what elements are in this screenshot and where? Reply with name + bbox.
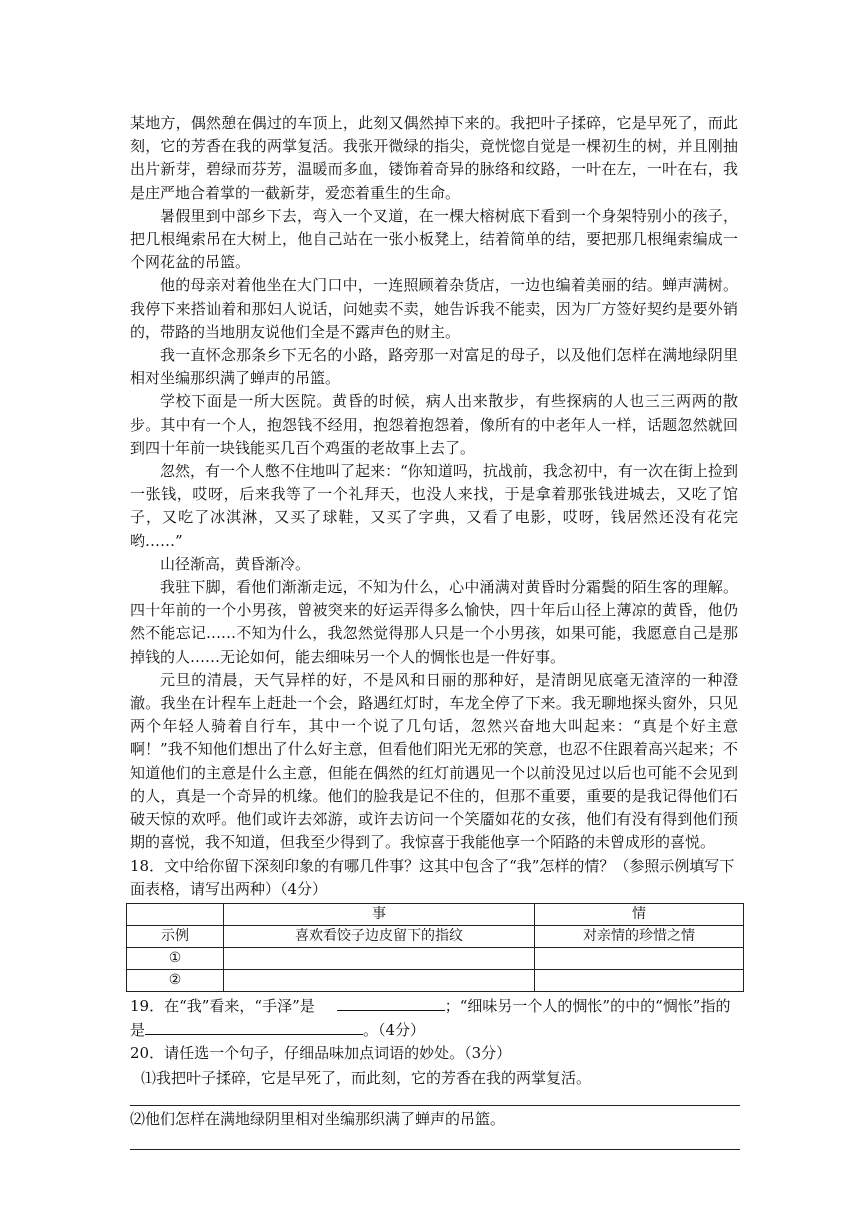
table-header-cell: 情 [535,903,744,925]
question-18: 18．文中给你留下深刻印象的有哪几件事？这其中包含了“我”怎样的情？（参照示例填写下面表格，请写出两种）（4分） [130,856,735,898]
table-row [127,925,744,947]
q19-part1: 19．在“我”看来，“手泽”是 [130,996,315,1015]
passage-paragraph-7: 山径渐高，黄昏渐冷。 [160,554,311,573]
table-row[interactable] [127,947,744,969]
table-cell: 示例 [127,925,224,947]
table-cell: 对亲情的珍惜之情 [535,925,744,947]
table-cell: 喜欢看饺子边皮留下的指纹 [224,925,535,947]
sentence-1: ⑴我把叶子揉碎，它是早死了，而此刻，它的芳香在我的两掌复活。 [141,1068,592,1087]
exam-page [130,112,738,1150]
table-header-cell: 事 [224,903,535,925]
table-row[interactable] [127,969,744,991]
passage-paragraph-5: 学校下面是一所大医院。黄昏的时候，病人出来散步，有些探病的人也三三两两的散步。其中有一个人，抱怨钱不经用，抱怨着抱怨着，像所有的中老年人一样，话题忽然就回到四十年前一块钱能买几百个鸡蛋的老故事上去了。 [130,392,738,457]
answer-cell[interactable] [224,969,535,991]
passage-paragraph-4: 我一直怀念那条乡下无名的小路，路旁那一对富足的母子，以及他们怎样在满地绿阴里相对坐编那织满了蝉声的吊篮。 [130,346,738,388]
table-header-row [127,903,744,925]
table-header-cell [127,903,224,925]
table-cell: ② [127,969,224,991]
passage-paragraph-2: 暑假里到中部乡下去，弯入一个叉道，在一棵大榕树底下看到一个身架特别小的孩子，把几根绳索吊在大树上，他自己站在一张小板凳上，结着简单的结，要把那几根绳索编成一个网花盆的吊篮。 [130,206,738,272]
passage-paragraph-3: 他的母亲对着他坐在大门口中，一连照顾着杂货店，一边也编着美丽的结。蝉声满树。我停下来搭讪着和那妇人说话，问她卖不卖，她告诉我不能卖，因为厂方签好契约是要外销的，带路的当地朋友说他们全是不露声色的财主。 [130,276,738,341]
passage-paragraph-1: 某地方，偶然憩在偶过的车顶上，此刻又偶然掉下来的。我把叶子揉碎，它是早死了，而此刻，它的芳香在我的两掌复活。我张开微绿的指尖，竟恍惚自觉是一棵初生的树，并且刚抽出片新芽，碧绿而芬芳，温暖而多血，镂饰着奇异的脉络和纹路，一叶在左，一叶在右，我是庄严地合着掌的一截新芽，爱恋着重生的生命。 [130,114,738,202]
question-19 [130,994,738,1042]
sentence-2: ⑵他们怎样在满地绿阴里相对坐编那织满了蝉声的吊篮。 [130,1109,506,1128]
passage-paragraph-8: 我驻下脚，看他们渐渐走远，不知为什么，心中涌满对黄昏时分霜鬓的陌生客的理解。四十年前的一个小男孩，曾被突来的好运弄得多么愉快，四十年后山径上薄凉的黄昏，他仍然不能忘记……不知为什么，我忽然觉得那人只是一个小男孩，如果可能，我愿意自己是那掉钱的人……无论如何，能去细味另一个人的惆怅也是一件好事。 [130,578,738,666]
passage-paragraph-9: 元旦的清晨，天气异样的好，不是风和日丽的那种好，是清朗见底毫无渣滓的一种澄澈。我坐在计程车上赶赴一个会，路遇红灯时，车龙全停了下来。我无聊地探头窗外，只见两个年轻人骑着自行车，其中一个说了几句话，忽然兴奋地大叫起来：“真是个好主意啊！”我不知他们想出了什么好主意，但看他们阳光无邪的笑意，也忍不住跟着高兴起来；不知道他们的主意是什么主意，但能在偶然的红灯前遇见一个以前没见过以后也可能不会见到的人，真是一个奇异的机缘。他们的脸我是记不住的，但那不重要，重要的是我记得他们石破天惊的欢呼。他们或许去郊游，或许去访问一个笑靥如花的女孩，他们有没有得到他们预期的喜悦，我不知道，但我至少得到了。我惊喜于我能他享一个陌路的未曾成形的喜悦。 [130,670,738,852]
table-cell: ① [127,947,224,969]
question-20: 20．请任选一个句子，仔细品味加点词语的妙处。（3分） [130,1044,512,1063]
answer-line-1[interactable] [130,1105,740,1106]
q19-part3: 。（4分） [363,1021,426,1040]
answer-cell[interactable] [535,947,744,969]
answer-cell[interactable] [224,947,535,969]
q19-part2: ；“细味另一个人的惆怅”的中的“惆怅”指的是 [130,996,731,1040]
answer-cell[interactable] [535,969,744,991]
passage-paragraph-6: 忽然，有一个人憋不住地叫了起来：“你知道吗，抗战前，我念初中，有一次在街上捡到一张钱，哎呀，后来我等了一个礼拜天，也没人来找，于是拿着那张钱进城去，又吃了馆子，又吃了冰淇淋，又买了球鞋，又买了字典，又看了电影，哎呀，钱居然还没有花完哟……” [130,462,738,550]
answer-table [126,903,744,992]
answer-blank-1[interactable] [337,994,445,1011]
answer-line-2[interactable] [130,1149,740,1150]
answer-blank-2[interactable] [145,1018,363,1035]
